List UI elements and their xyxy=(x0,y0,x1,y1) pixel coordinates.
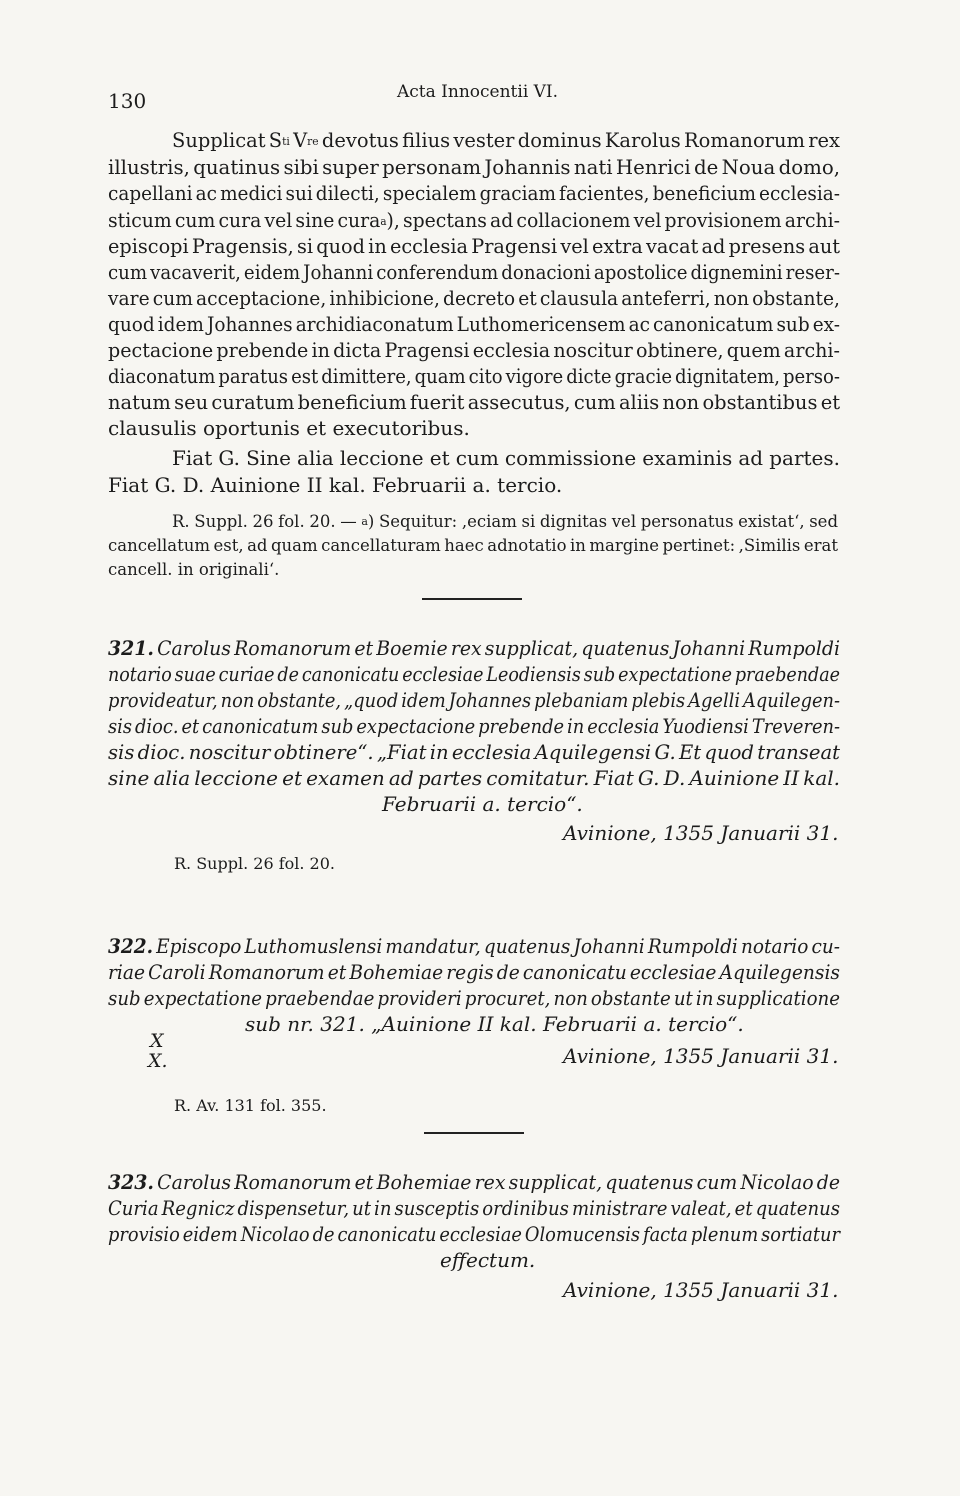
fiat-line: Fiat G. Sine alia leccione et cum commissione examinis ad partes. xyxy=(172,446,840,470)
text-line: Carolus Romanorum et Bohemiae rex supplicat, quatenus cum Nicolao de xyxy=(157,1170,840,1194)
fiat-line: Fiat G. D. Auinione II kal. Februarii a. tercio. xyxy=(108,473,563,497)
archive-reference: R. Av. 131 fol. 355. xyxy=(174,1096,327,1115)
entry-number: 321. xyxy=(108,636,154,660)
entry-number: 323. xyxy=(108,1170,154,1194)
entry-first-line xyxy=(108,1172,840,1192)
text-line: Episcopo Luthomuslensi mandatur, quatenus Johanni Rumpoldi notario cu- xyxy=(156,934,841,958)
entry-first-line xyxy=(108,638,840,658)
text-line: sticum cum cura vel sine cura$^a$), spectans ad collacionem vel provisionem archi- xyxy=(108,208,840,232)
text-line: sub nr. 321. „Auinione II kal. Februarii a. tercio“. xyxy=(245,1012,744,1036)
text-line: quod idem Johannes archidiaconatum Luthomericensem ac canonicatum sub ex- xyxy=(108,312,840,336)
text-line: riae Caroli Romanorum et Bohemiae regis de canonicatu ecclesiae Aquilegensis xyxy=(108,960,840,984)
section-divider xyxy=(424,1132,524,1134)
section-divider xyxy=(422,598,522,600)
text-line: sis dioc. et canonicatum sub expectacione prebende in ecclesia Yuodiensi Treveren- xyxy=(108,714,840,738)
text-line: provideatur, non obstante, „quod idem Johannes plebaniam plebis Agelli Aquilegen- xyxy=(108,688,840,712)
text-line: sub expectatione praebendae provideri procuret, non obstante ut in supplicatione xyxy=(108,986,840,1010)
text-line: diaconatum paratus est dimittere, quam cito vigore dicte gracie dignitatem, perso- xyxy=(108,364,840,388)
text-line: Supplicat $S^{ti}$ Vre devotus filius vester dominus Karolus Romanorum rex xyxy=(172,128,840,152)
registration-mark: X. xyxy=(148,1050,168,1072)
text-line: sine alia leccione et examen ad partes comitatur. Fiat G. D. Auinione II kal. xyxy=(108,766,840,790)
entry-date: Avinione, 1355 Januarii 31. xyxy=(563,1044,839,1068)
text-line: natum seu curatum beneficium fuerit assecutus, cum aliis non obstantibus et xyxy=(108,390,840,414)
text-line: vare cum acceptacione, inhibicione, decreto et clausula anteferri, non obstante, xyxy=(108,286,840,310)
footnote-line: R. Suppl. 26 fol. 20. — $^a$) Sequitur: ,eciam si dignitas vel personatus existat‘, sed xyxy=(172,512,838,531)
entry-date: Avinione, 1355 Januarii 31. xyxy=(563,821,839,845)
footnote-line: cancell. in originali‘. xyxy=(108,560,280,579)
entry-number: 322. xyxy=(108,934,154,958)
text-line: capellani ac medici sui dilecti, specialem graciam facientes, beneficium ecclesia- xyxy=(108,181,840,205)
page-number: 130 xyxy=(108,89,147,113)
text-line: provisio eidem Nicolao de canonicatu ecclesiae Olomucensis facta plenum sortiatur xyxy=(108,1222,840,1246)
archive-reference: R. Suppl. 26 fol. 20. xyxy=(174,854,335,873)
text-line: episcopi Pragensis, si quod in ecclesia Pragensi vel extra vacat ad presens aut xyxy=(108,234,840,258)
registration-mark: X xyxy=(150,1030,164,1052)
text-line: illustris, quatinus sibi super personam Johannis nati Henrici de Noua domo, xyxy=(108,155,840,179)
text-line: sis dioc. noscitur obtinere“. „Fiat in ecclesia Aquilegensi G. Et quod transeat xyxy=(108,740,840,764)
entry-first-line xyxy=(108,936,840,956)
text-line: Carolus Romanorum et Boemie rex supplicat, quatenus Johanni Rumpoldi xyxy=(157,636,840,660)
text-line: Curia Regnicz dispensetur, ut in susceptis ordinibus ministrare valeat, et quatenus xyxy=(108,1196,840,1220)
running-title: Acta Innocentii VI. xyxy=(397,82,559,102)
text-line: cum vacaverit, eidem Johanni conferendum donacioni apostolice dignemini reser- xyxy=(108,260,840,284)
text-line: clausulis oportunis et executoribus. xyxy=(108,416,470,440)
footnote-line: cancellatum est, ad quam cancellaturam haec adnotatio in margine pertinet: ,Similis erat xyxy=(108,536,838,555)
text-line: effectum. xyxy=(440,1248,536,1272)
text-line: pectacione prebende in dicta Pragensi ecclesia noscitur obtinere, quem archi- xyxy=(108,338,840,362)
text-line: notario suae curiae de canonicatu ecclesiae Leodiensis sub expectatione praebendae xyxy=(108,662,840,686)
text-line: Februarii a. tercio“. xyxy=(382,792,583,816)
entry-date: Avinione, 1355 Januarii 31. xyxy=(563,1278,839,1302)
